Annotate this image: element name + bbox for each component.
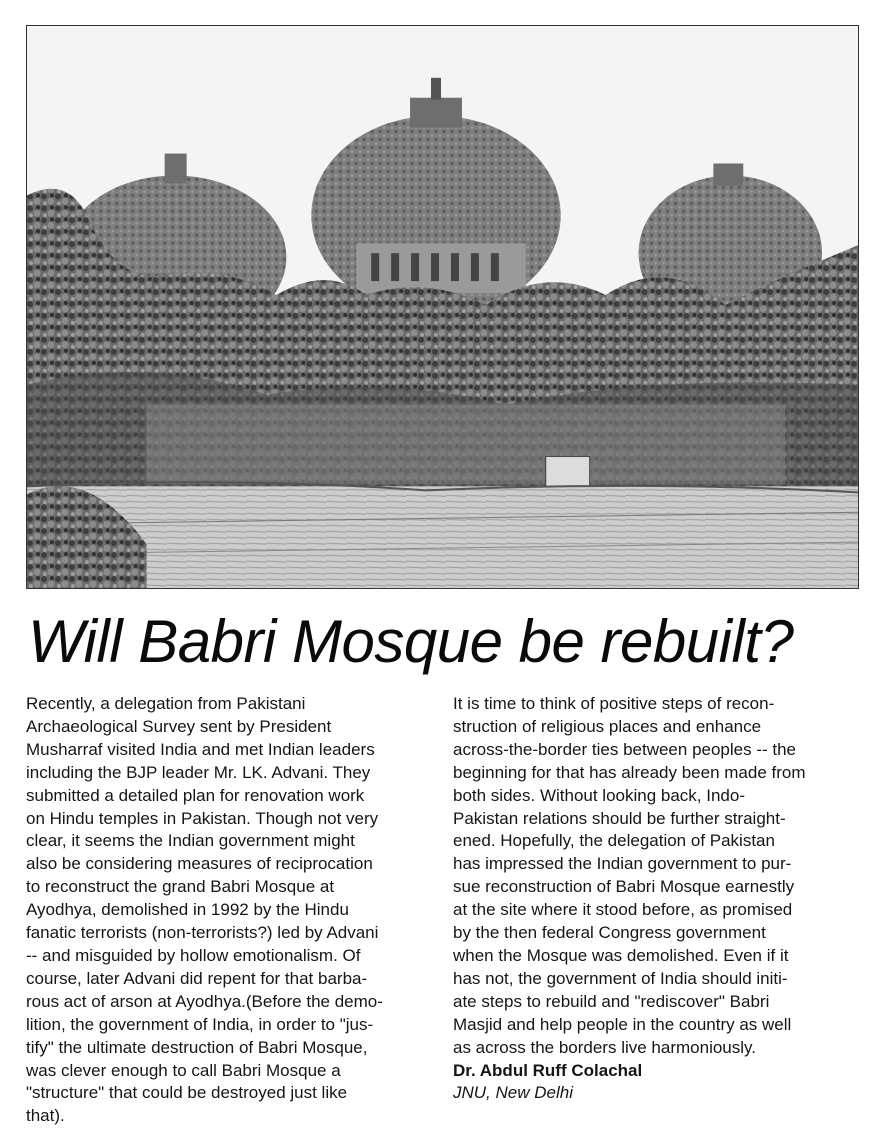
- author-affiliation: JNU, New Delhi: [453, 1083, 573, 1103]
- author-name: Dr. Abdul Ruff Colachal: [453, 1060, 643, 1080]
- right-column-text: It is time to think of positive steps of recon- struction of religious places and enhance across-the-border ties between peoples -- the beginning for that has already been made from both sides. Without looking back, Indo- Pakistan relations should be further straight- ened. Hopefully, the delegation of Pakistan has impressed the Indian government to pur- sue reconstruction of Babri Mosque earnestly at the site where it stood before, as promised by the then federal Congress government when the Mosque was demolished. Even if it has not, the government of India should initi- ate steps to rebuild and "rediscover" Babri Masjid and help people in the country as well as across the borders live harmoniously.: [453, 694, 806, 1057]
- article-right-column: [453, 693, 861, 1105]
- mosque-photo: [26, 25, 859, 589]
- mosque-photo-drawing: [27, 26, 858, 588]
- left-column-text: Recently, a delegation from Pakistani Archaeological Survey sent by President Musharraf visited India and met Indian leaders including the BJP leader Mr. LK. Advani. They submitted a detailed plan for renovation work on Hindu temples in Pakistan. Though not very clear, it seems the Indian government might also be considering measures of reciprocation to reconstruct the grand Babri Mosque at Ayodhya, demolished in 1992 by the Hindu fanatic terrorists (non-terrorists?) led by Advani -- and misguided by hollow emotionalism. Of course, later Advani did repent for that barba- rous act of arson at Ayodhya.(Before the demo- lition, the government of India, in order to "jus- tify" the ultimate destruction of Babri Mosque, was clever enough to call Babri Mosque a "structure" that could be destroyed just like that).: [26, 694, 383, 1126]
- headline: Will Babri Mosque be rebuilt?: [28, 608, 794, 675]
- article-left-column: [26, 693, 436, 1128]
